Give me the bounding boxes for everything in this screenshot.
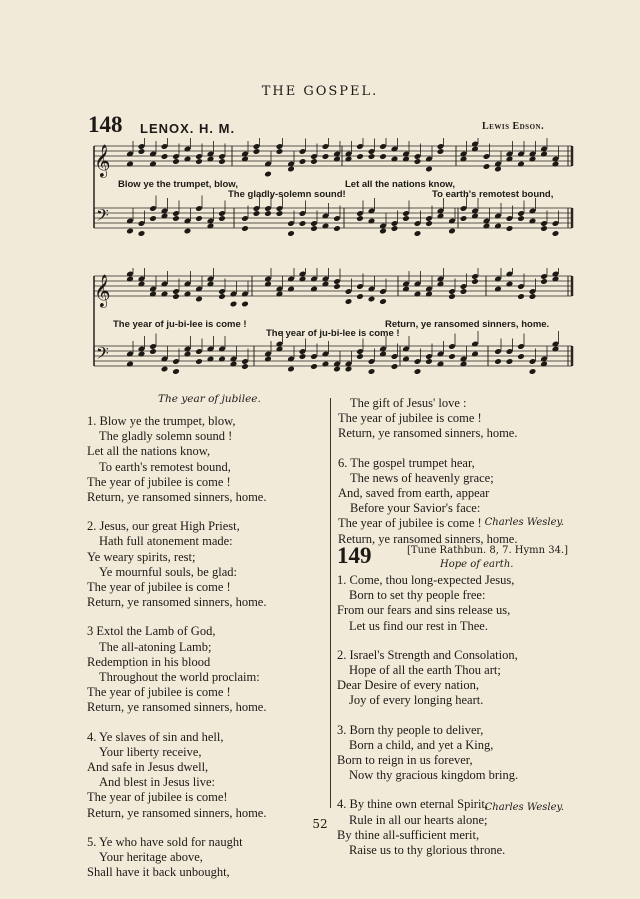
verse-line: Let us find our rest in Thee. [349,618,488,633]
verse-line: From our fears and sins release us, [337,603,511,618]
verse-line: The year of jubilee is come ! [87,580,231,595]
verse-line: The year of jubilee is come ! [87,685,231,700]
music-lyric: The year of ju-bi-lee is come ! [266,328,400,339]
hymn-148-verses-left [87,414,266,880]
music-lyric: To earth's remotest bound, [432,189,554,200]
verse-line: Hope of all the earth Thou art; [349,663,501,678]
music-lyric: Let all the nations know, [345,179,455,190]
verse-line: Return, ye ransomed sinners, home. [338,426,518,441]
music-lyric: The gladly-solemn sound! [228,189,346,200]
verse-line: Your liberty receive, [99,744,202,759]
verse-line: The all-atoning Lamb; [99,639,212,654]
verse-line: The gift of Jesus' love : [350,396,467,410]
verse-line: 5. Ye who have sold for naught [87,834,243,849]
verse-line: 3. Born thy people to deliver, [337,722,484,737]
hymn-149-subtitle: Hope of earth. [440,559,514,570]
verse-line: 3 Extol the Lamb of God, [87,624,216,639]
hymn-149-verses [337,573,518,858]
verse-line: Ye weary spirits, rest; [87,549,196,564]
verse-line: 6. The gospel trumpet hear, [338,455,475,470]
verse-line: And, saved from earth, appear [338,486,490,501]
composer-name: Lewis Edson. [482,121,545,132]
clef-symbol: 𝄢 [96,205,109,229]
verse-line: By thine all-sufficient merit, [337,827,480,842]
verse-line: Ye mournful souls, be glad: [99,564,237,579]
verse-line: Born a child, and yet a King, [349,737,494,752]
music-lyric: Blow ye the trumpet, blow, [118,179,238,190]
verse-line: Born to set thy people free: [349,588,486,603]
verse-line: The year of jubilee is come ! [338,516,482,531]
verse-line: Let all the nations know, [87,444,211,459]
hymn-149-author: Charles Wesley. [484,802,564,813]
verse-line: Hath full atonement made: [99,534,233,549]
verse-line: 4. Ye slaves of sin and hell, [87,729,224,744]
verse-line: 2. Israel's Strength and Consolation, [337,647,518,662]
verse-line: Raise us to thy glorious throne. [349,843,506,858]
hymn-148-subtitle: The year of jubilee. [158,393,261,405]
hymn-number-148: 148 [88,112,123,137]
page-number: 52 [312,817,328,831]
verse-line: 1. Come, thou long-expected Jesus, [337,573,515,587]
tune-name: LENOX. H. M. [140,121,236,136]
column-divider [330,398,331,808]
verse-line: The gladly solemn sound ! [99,429,233,444]
music-lyric: Return, ye ransomed sinners, home. [385,319,550,330]
verse-line: Return, ye ransomed sinners, home. [87,595,267,610]
clef-symbol: 𝄞 [94,274,111,307]
verse-line: 1. Blow ye the trumpet, blow, [87,414,236,428]
verse-line: And blest in Jesus live: [99,775,215,790]
verse-line: Your heritage above, [99,850,203,865]
hymn-148-author: Charles Wesley. [484,517,564,528]
verse-line: Return, ye ransomed sinners, home. [338,531,518,546]
verse-line: The year of jubilee is come ! [87,474,231,489]
clef-symbol: 𝄢 [96,343,109,367]
verse-line: The year of jubilee is come ! [338,411,482,426]
verse-line: Return, ye ransomed sinners, home. [87,700,267,715]
verse-line: The news of heavenly grace; [350,470,494,485]
music-lyric: The year of ju-bi-lee is come ! [113,319,247,330]
verse-line: 2. Jesus, our great High Priest, [87,519,240,534]
verse-line: Redemption in his blood [87,654,211,669]
verse-line: Joy of every longing heart. [349,693,484,708]
clef-symbol: 𝄞 [94,144,111,177]
verse-line: Now thy gracious kingdom bring. [349,768,519,783]
verse-line: Dear Desire of every nation, [337,678,479,693]
verse-line: Shall have it back unbought, [87,865,230,880]
page-header: THE GOSPEL. [261,84,379,99]
verse-line: To earth's remotest bound, [99,459,231,474]
verse-line: Born to reign in us forever, [337,753,473,768]
verse-line: Return, ye ransomed sinners, home. [87,805,267,820]
verse-line: Before your Savior's face: [350,501,481,516]
verse-line: Throughout the world proclaim: [99,670,260,685]
verse-line: Rule in all our hearts alone; [349,812,488,827]
verse-line: 4. By thine own eternal Spirit, [337,797,489,812]
hymn-149-tune-reference: [Tune Rathbun. 8, 7. Hymn 34.] [407,545,569,556]
verse-line: Return, ye ransomed sinners, home. [87,490,267,505]
hymn-number-149: 149 [337,543,372,568]
verse-line: The year of jubilee is come! [87,790,228,805]
verse-line: And safe in Jesus dwell, [87,760,209,775]
